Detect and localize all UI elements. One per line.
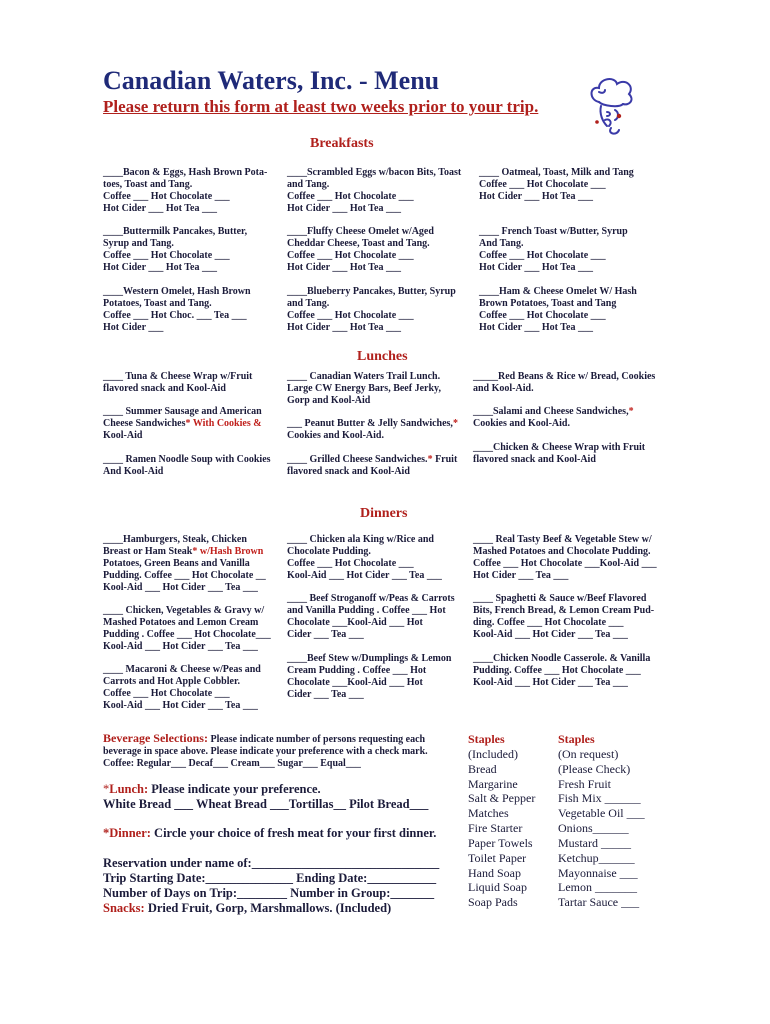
dinner-item-macaroni[interactable]: ____ Macaroni & Cheese w/Peas and Carrots and Hot Apple Cobbler. Coffee ___ Hot Chocolate ___ Kool-Aid ___ Hot Cider ___ Tea ___ <box>103 664 261 711</box>
dinner-item-hamburgers[interactable]: ____Hamburgers, Steak, Chicken Breast or Ham Steak* w/Hash Brown Potatoes, Green Beans and Vanilla Pudding. Coffee ___ Hot Chocolate __ Kool-Aid ___ Hot Cider ___ Tea ___ <box>103 534 266 593</box>
breakfast-item-oatmeal[interactable]: ____ Oatmeal, Toast, Milk and Tang Coffee ___ Hot Chocolate ___ Hot Cider ___ Hot Tea ___ <box>479 167 634 202</box>
dinner-item-beef-vegetable-stew[interactable]: ____ Real Tasty Beef & Vegetable Stew w/ Mashed Potatoes and Chocolate Pudding. Coffee ___ Hot Chocolate ___Kool-Aid ___ Hot Cider ___ Tea ___ <box>473 534 657 581</box>
lunch-item-ramen[interactable]: ____ Ramen Noodle Soup with Cookies And Kool-Aid <box>103 454 271 477</box>
reservation-details[interactable] <box>103 856 439 916</box>
lunches-heading: Lunches <box>357 349 408 364</box>
staples-request-item: Fish Mix ______ <box>558 791 641 806</box>
staples-request-item: Onions______ <box>558 821 629 836</box>
staples-request-item: Fresh Fruit <box>558 776 612 791</box>
breakfast-item-french-toast[interactable]: ____ French Toast w/Butter, Syrup And Tang. Coffee ___ Hot Chocolate ___ Hot Cider ___ Hot Tea ___ <box>479 226 628 273</box>
dinners-heading: Dinners <box>360 506 408 521</box>
staples-request-item: Mustard _____ <box>558 835 631 850</box>
dinner-meat-preference: *Dinner: Circle your choice of fresh meat for your first dinner. <box>103 826 437 840</box>
dinner-item-chicken-noodle-casserole[interactable]: ____Chicken Noodle Casserole. & Vanilla Pudding. Coffee ___ Hot Chocolate ___ Kool-Aid ___ Hot Cider ___ Tea ___ <box>473 653 651 688</box>
lunch-item-salami[interactable]: ____Salami and Cheese Sandwiches,* Cookies and Kool-Aid. <box>473 406 634 429</box>
staples-request-item: Ketchup______ <box>558 850 635 865</box>
breakfast-item-western-omelet[interactable]: ____Western Omelet, Hash Brown Potatoes, Toast and Tang. Coffee ___ Hot Choc. ___ Tea ___ Hot Cider ___ <box>103 286 251 333</box>
lunch-item-tuna-wrap[interactable]: ____ Tuna & Cheese Wrap w/Fruit flavored snack and Kool-Aid <box>103 371 253 394</box>
lunch-item-trail-lunch[interactable]: ____ Canadian Waters Trail Lunch. Large CW Energy Bars, Beef Jerky, Gorp and Kool-Aid <box>287 371 441 406</box>
lunch-bread-preference[interactable]: *Lunch: Please indicate your preference. White Bread ___ Wheat Bread ___Tortillas__ Pilot Bread___ <box>103 782 429 811</box>
snacks-line: Snacks: Dried Fruit, Gorp, Marshmallows. (Included) <box>103 901 392 915</box>
staples-request-item: Mayonnaise ___ <box>558 865 638 880</box>
dinner-item-spaghetti[interactable]: ____ Spaghetti & Sauce w/Beef Flavored Bits, French Bread, & Lemon Cream Pud- ding. Coffee ___ Hot Chocolate ___ Kool-Aid ___ Hot Cider ___ Tea ___ <box>473 593 655 640</box>
breakfast-item-cheese-omelet[interactable]: ____Fluffy Cheese Omelet w/Aged Cheddar Cheese, Toast and Tang. Coffee ___ Hot Chocolate ___ Hot Cider ___ Hot Tea ___ <box>287 226 434 273</box>
reservation-name-field[interactable]: Reservation under name of:______________________________ <box>103 856 440 870</box>
trip-days-group-field[interactable]: Number of Days on Trip:________ Number in Group:_______ <box>103 886 435 900</box>
breakfast-item-scrambled-eggs[interactable]: ____Scrambled Eggs w/bacon Bits, Toast and Tang. Coffee ___ Hot Chocolate ___ Hot Cider ___ Hot Tea ___ <box>287 167 462 214</box>
chef-hat-icon <box>585 76 637 138</box>
breakfast-item-bacon-eggs[interactable]: ____Bacon & Eggs, Hash Brown Pota- toes, Toast and Tang. Coffee ___ Hot Chocolate ___ Hot Cider ___ Hot Tea ___ <box>103 167 268 214</box>
dinner-item-beef-stroganoff[interactable]: ____ Beef Stroganoff w/Peas & Carrots and Vanilla Pudding . Coffee ___ Hot Chocolate ___Kool-Aid ___ Hot Cider ___ Tea ___ <box>287 593 455 640</box>
staples-request-item: Lemon _______ <box>558 880 637 895</box>
staples-request-item: Vegetable Oil ___ <box>558 806 645 821</box>
lunch-item-red-beans[interactable]: _____Red Beans & Rice w/ Bread, Cookies and Kool-Aid. <box>473 371 656 394</box>
page-subtitle: Please return this form at least two weeks prior to your trip. <box>103 97 539 116</box>
trip-dates-field[interactable]: Trip Starting Date:______________ Ending Date:___________ <box>103 871 437 885</box>
breakfast-item-ham-cheese-omelet[interactable]: ____Ham & Cheese Omelet W/ Hash Brown Potatoes, Toast and Tang Coffee ___ Hot Chocolate ___ Hot Cider ___ Hot Tea ___ <box>479 286 637 333</box>
breakfast-item-buttermilk-pancakes[interactable]: ____Buttermilk Pancakes, Butter, Syrup and Tang. Coffee ___ Hot Chocolate ___ Hot Cider ___ Hot Tea ___ <box>103 226 248 273</box>
staples-request-list[interactable]: Staples (On request) (Please Check) Fresh Fruit Fish Mix ______ Vegetable Oil ___ Onions______ Mustard _____ Ketchup______ Mayonnaise ___ Lemon _______ Tartar Sauce ___ <box>558 732 645 910</box>
lunch-item-grilled-cheese[interactable]: ____ Grilled Cheese Sandwiches.* Fruit flavored snack and Kool-Aid <box>287 454 458 477</box>
breakfast-item-blueberry-pancakes[interactable]: ____Blueberry Pancakes, Butter, Syrup and Tang. Coffee ___ Hot Chocolate ___ Hot Cider ___ Hot Tea ___ <box>287 286 456 333</box>
dinner-item-chicken-vegetables[interactable]: ____ Chicken, Vegetables & Gravy w/ Mashed Potatoes and Lemon Cream Pudding . Coffee ___ Hot Chocolate___ Kool-Aid ___ Hot Cider ___ Tea ___ <box>103 605 271 652</box>
dinner-item-beef-stew[interactable]: ____Beef Stew w/Dumplings & Lemon Cream Pudding . Coffee ___ Hot Chocolate ___Kool-Aid ___ Hot Cider ___ Tea ___ <box>287 653 452 700</box>
beverage-selections[interactable]: Beverage Selections: Please indicate number of persons requesting each beverage in space above. Please indicate your preference with a check mark. Coffee: Regular___ Decaf___ Cream___ Sugar___ Equal___ <box>103 731 428 769</box>
breakfasts-heading: Breakfasts <box>310 136 374 151</box>
staples-request-item: Tartar Sauce ___ <box>558 895 640 910</box>
dinner-item-chicken-ala-king[interactable]: ____ Chicken ala King w/Rice and Chocolate Pudding. Coffee ___ Hot Chocolate ___ Kool-Aid ___ Hot Cider ___ Tea ___ <box>287 534 442 581</box>
lunch-item-summer-sausage[interactable]: ____ Summer Sausage and American Cheese Sandwiches* With Cookies & Kool-Aid <box>103 406 262 441</box>
staples-included-list: Staples (Included) Bread Margarine Salt & Pepper Matches Fire Starter Paper Towels Toilet Paper Hand Soap Liquid Soap Soap Pads <box>468 732 536 910</box>
page-title: Canadian Waters, Inc. - Menu <box>103 66 440 95</box>
lunch-item-chicken-wrap[interactable]: ____Chicken & Cheese Wrap with Fruit flavored snack and Kool-Aid <box>473 442 646 465</box>
lunch-item-pbj[interactable]: ___ Peanut Butter & Jelly Sandwiches,* Cookies and Kool-Aid. <box>287 418 458 441</box>
